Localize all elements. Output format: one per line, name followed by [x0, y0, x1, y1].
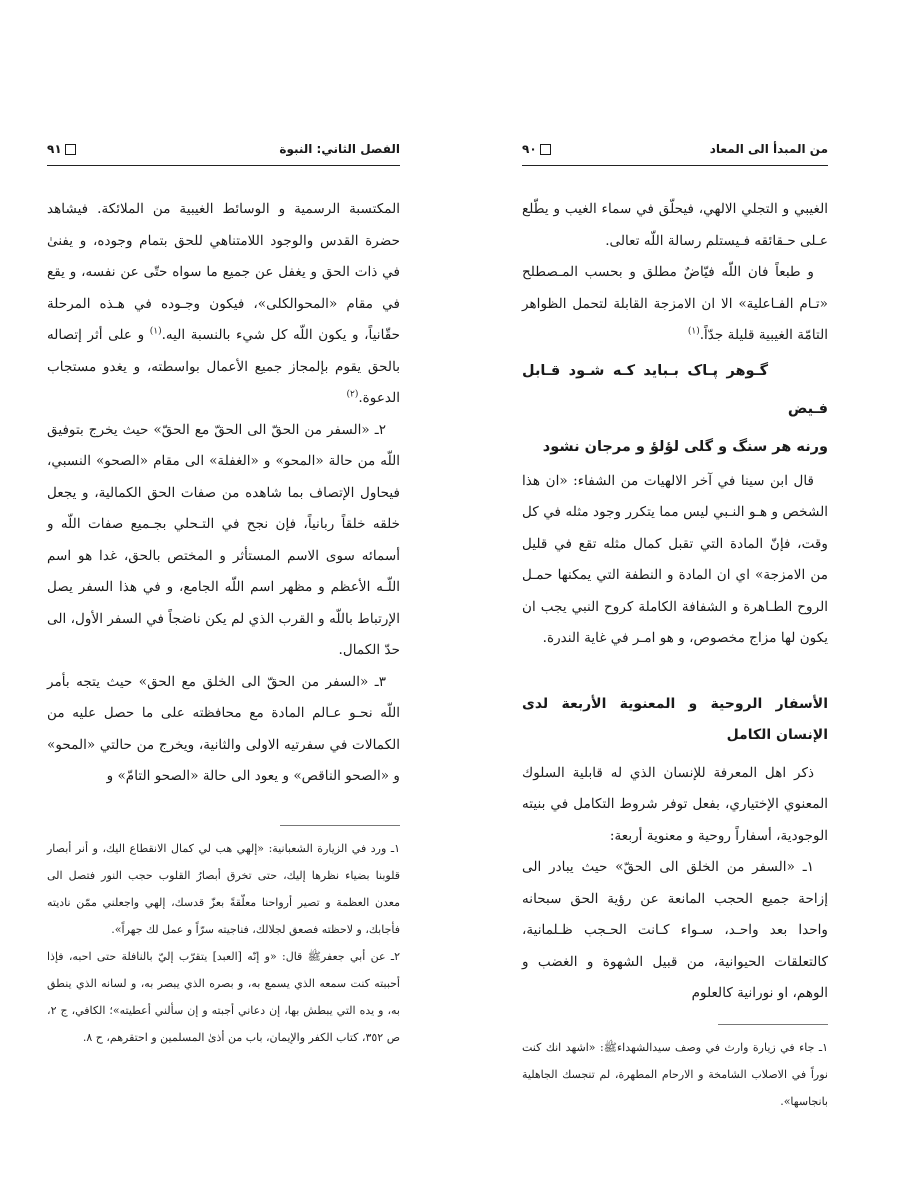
footnote: ١ـ جاء في زيارة وارث في وصف سيدالشهداءﷺ: «اشهد انك كنت نوراً في الاصلاب الشامخة و الارحام المطهرة، لم تنجسك الجاهلية بانجاسها». — [522, 1041, 828, 1108]
right-book-title: من المبدأ الى المعاد — [709, 142, 828, 156]
right-page-number: ٩٠ — [522, 142, 551, 156]
paragraph: ١ـ «السفر من الخلق الى الحقّ» حيث يبادر الى إزاحة جميع الحجب المانعة عن رؤية الحق سبحانه واحدا بعد واحـد، سـواء كـانت الحـجب ظـلمانية، كالتعلقات الحيوانية، من قبيل الشهوة و الغضب و الوهم، او نورانية كالعلوم — [522, 859, 828, 1001]
right-body-text — [522, 194, 828, 1010]
section-heading: الأسفار الروحية و المعنوية الأربعة لدى الإنسان الكامل — [522, 695, 828, 743]
page-marker-square-icon — [540, 144, 551, 155]
poem-line: گـوهر پـاک بـبايد کـه شـود قـابل فـيض — [522, 362, 828, 417]
paragraph: المكتسبة الرسمية و الوسائط الغيبية من الملائكة. فيشاهد حضرة القدس والوجود اللامتناهي للحق بتمام وجوده، و يفنىٰ في ذات الحق و يغفل عن جميع ما سواه حتّى عن نفسه، و يقع في مقام «المحوالكلى»، فيكون وجـوده في هـذه المرحلة حقّانياً، و يكون اللّه كل شيء بالنسبة اليه.$^{(١)}$ و على أثر إتصاله بالحق يقوم بإلمجاز جميع الأعمال بواسطته، و يغدو مستجاب الدعوة.$^{(٢)}$ — [47, 201, 401, 406]
page-marker-square-icon — [65, 144, 76, 155]
left-body-text — [47, 194, 400, 793]
left-footnotes — [47, 835, 400, 1051]
paragraph: الغيبي و التجلي الالهي، فيحلّق في سماء الغيب و يطّلع عـلى حـقائقه فـيستلم رسالة اللّه تعالى. — [522, 201, 828, 249]
right-page-header — [522, 138, 828, 160]
paragraph: ٢ـ «السفر من الحقّ الى الحقّ مع الحقّ» حيث يخرج بتوفيق اللّه من حالة «المحو» و «الغفلة» الى مقام «الصحو» النسبي، فيحاول الإتصاف بما شاهده من صفات الحق الكمالية، و يجعل خلقه خلقاً ربانياً، فإن نجح في التـحلي بجـميع صفات اللّه و أسمائه سوى الاسم المستأثر و المختص بالحق، غدا هو اسم اللّـه الأعظم و مظهر اسم اللّه الجامع، و في هذا السفر يصل الإرتباط باللّه و القرب الذي لم يكن ناضجاً في السفر الأول، الى حدّ الكمال. — [47, 421, 400, 658]
right-page — [450, 0, 900, 1200]
poem-line: ورنه هر سنگ و گلی لؤلؤ و مرجان نشود — [542, 438, 828, 455]
paragraph: و طبعاً فان اللّه فيّاضٌ مطلق و بحسب المـصطلح «تـام الفـاعلية» الا ان الامزجة القابلة لتحمل الظواهر التامّة الغيبية قليلة جدّاً.$^{(١)}$ — [522, 264, 828, 343]
right-footnote-divider — [718, 1024, 828, 1025]
footnote: ٢ـ عن أبي جعفرﷺ قال: «و إنّه [العبد] يتقرّب إليّ بالنافلة حتى احبه، فإذا أحببته كنت سمعه الذي يسمع به، و بصره الذي يبصر به، و لسانه الذي ينطق به، و يده التي يبطش بها، إن دعاني أجبته و إن سألني أعطيته»؛ الكافي، ج ٢، ص ٣٥٢، كتاب الكفر والإيمان، باب من أذىٰ المسلمين و احتقرهم، ح ٨. — [47, 950, 400, 1044]
footnote: ١ـ ورد في الزيارة الشعبانية: «إلهي هب لي كمال الانقطاع اليك، و أنر أبصار قلوبنا بضياء نظرها إليك، حتى تخرق أبصارُ القلوب حجب النور فتصل الى معدن العظمة و تصير أرواحنا معلّقةً بعزّ قدسك، إلهي واجعلني ممّن ناديته فأجابك، و لاحظته فصعق لجلالك، فناجيته سرّاً و عمل لك جهراً». — [47, 842, 400, 936]
right-footnotes — [522, 1034, 828, 1115]
left-page-number: ٩١ — [47, 142, 76, 156]
left-chapter-title: الفصل الثاني: النبوة — [279, 142, 400, 156]
left-header-rule — [47, 165, 400, 166]
left-footnote-divider — [280, 825, 400, 826]
paragraph: قال ابن سينا في آخر الالهيات من الشفاء: «ان هذا الشخص و هـو النـبي ليس مما يتكرر وجود مثله في كل وقت، فإنّ المادة التي تقبل كمال مثله تقع في قليل من الامزجة» اي ان المادة و النطفة التي يمكنها حمـل الروح الطـاهرة و الشفافة الكاملة كروح النبي يجب ان يكون لها مزاج مخصوص، و هو امـر في غاية الندرة. — [522, 472, 828, 646]
right-header-rule — [522, 165, 828, 166]
paragraph: ذكر اهل المعرفة للإنسان الذي له قابلية السلوك المعنوي الإختياري، بفعل توفر شروط التكامل في بنيته الوجودية، أسفاراً روحية و معنوية أربعة: — [522, 764, 828, 844]
paragraph: ٣ـ «السفر من الحقّ الى الخلق مع الحق» حيث يتجه بأمر اللّه نحـو عـالم المادة مع محافظته على ما حصل عليه من الكمالات في سفرتيه الاولى والثانية، ويخرج من حالتي «المحو» و «الصحو الناقص» و يعود الى حالة «الصحو التامّ» و — [47, 673, 400, 784]
left-page-header — [47, 138, 400, 160]
